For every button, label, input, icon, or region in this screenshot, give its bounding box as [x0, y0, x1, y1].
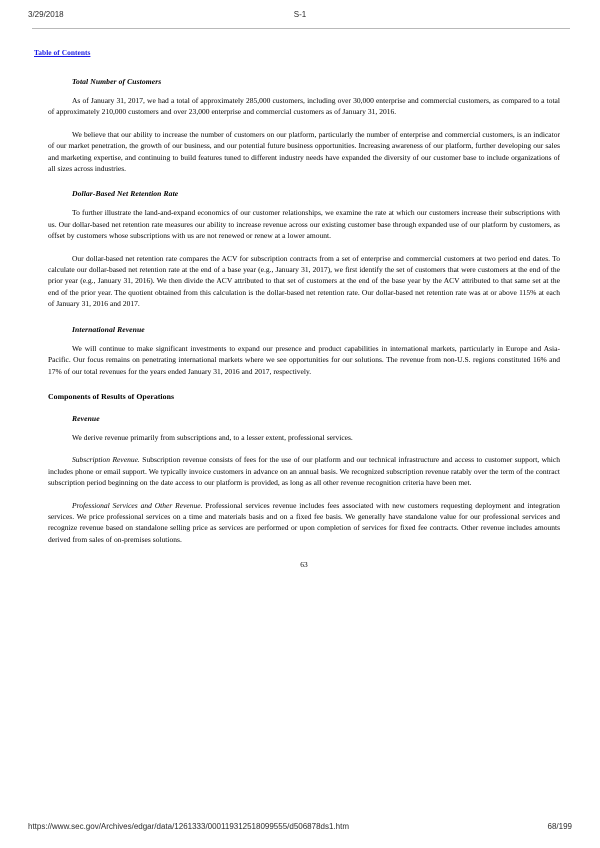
print-page-counter: 68/199 — [547, 822, 572, 831]
spacer — [48, 87, 560, 95]
table-of-contents-link-wrap — [0, 36, 600, 60]
document-page — [0, 36, 600, 570]
spacer — [48, 242, 560, 253]
major-heading-components-of-results-of-operations: Components of Results of Operations — [48, 391, 175, 401]
spacer — [48, 68, 560, 76]
paragraph-retention-definition: To further illustrate the land-and-expand economics of our customer relationships, we examine the rate at which our customers increase their subscriptions with us. Our dollar-based net retention rate measures our ability to increase revenue across our existing customer base through expanded use of our platform by customers, as offset by customers whose subscriptions with us are not renewed or renew at a lower amount. — [48, 208, 560, 241]
paragraph-revenue-intro: We derive revenue primarily from subscriptions and, to a lesser extent, professional services. — [72, 432, 353, 442]
paragraph-retention-calculation: Our dollar-based net retention rate compares the ACV for subscription contracts from a set of enterprise and commercial customers at two period end dates. To calculate our dollar-based net retention rate at the end of a base year (e.g., January 31, 2017), we first identify the set of customers that were customers at the end of the prior year (e.g., January 31, 2016). We then divide the ACV attributed to that set of customers at the end of the base year by the ACV attributed to that same set at the end of the prior year. The quotient obtained from this calculation is the dollar-based net retention rate. Our dollar-based net retention rate was at or above 115% at each of January 31, 2016 and 2017. — [48, 253, 560, 309]
spacer — [48, 489, 560, 500]
spacer — [48, 118, 560, 129]
section-heading-total-number-of-customers: Total Number of Customers — [72, 77, 162, 86]
spacer — [48, 424, 560, 432]
spacer — [48, 443, 560, 454]
spacer — [48, 310, 560, 324]
text-subscription-revenue: Subscription revenue consists of fees for the use of our platform and our technical infrastructure and access to customer support, which includes phone or email support. We typically invoice customers in advance on an annual basis. We recognized subscription revenue ratably over the term of the contract subscription period beginning on the date access to our platform is provided, as long as all other revenue recognition criteria have been met. — [48, 455, 560, 488]
print-date: 3/29/2018 — [28, 10, 64, 19]
paragraph-international-revenue: We will continue to make significant investments to expand our presence and product capabilities in international markets, particularly in Europe and Asia-Pacific. Our focus remains on penetrating international markets where we see opportunities for our solutions. The revenue from non-U.S. regions constituted 16% and 17% of our total revenues for the years ended January 31, 2016 and 2017, respectively. — [48, 343, 560, 376]
paragraph-customers-indicator: We believe that our ability to increase the number of customers on our platform, particularly the number of enterprise and commercial customers, is an indicator of our market penetration, the growth of our business, and our potential future business opportunities. Increasing awareness of our platform, further developing our sales and marketing expertise, and continuing to build features tuned to different industry needs have expanded the diversity of our customer base to include organizations of all sizes across industries. — [48, 129, 560, 174]
lead-in-subscription-revenue: Subscription Revenue. — [72, 455, 140, 465]
section-heading-revenue: Revenue — [72, 413, 100, 423]
section-heading-dollar-based-net-retention-rate: Dollar-Based Net Retention Rate — [72, 189, 179, 199]
browser-print-footer — [0, 822, 600, 834]
print-document-title: S-1 — [293, 10, 307, 19]
document-body — [0, 60, 600, 570]
section-heading-international-revenue: International Revenue — [72, 324, 145, 334]
spacer — [48, 377, 560, 391]
spacer — [48, 402, 560, 413]
browser-print-header — [0, 10, 600, 24]
lead-in-professional-services-revenue: Professional Services and Other Revenue. — [72, 500, 203, 510]
spacer — [48, 199, 560, 207]
paragraph-subscription-revenue — [48, 454, 560, 488]
paragraph-customers-count: As of January 31, 2017, we had a total of approximately 285,000 customers, including over 30,000 enterprise and commercial customers, as compared to a total of approximately 210,000 customers and over 23,000 enterprise and commercial customers as of January 31, 2016. — [48, 96, 560, 117]
paragraph-professional-services-revenue — [48, 500, 560, 546]
text-professional-services-revenue: Professional services revenue includes fees associated with new customers requesting deployment and integration services. We price professional services on a time and materials basis and on a fixed fee basis. We generally have standalone value for our professional services and recognize revenue based on standalone selling price as services are performed or upon completion of services for fixed fee contracts. Other revenue includes amounts derived from sales of on-premises solutions. — [48, 500, 561, 544]
spacer — [48, 174, 560, 188]
document-page-number: 63 — [300, 560, 308, 570]
print-source-url: https://www.sec.gov/Archives/edgar/data/1261333/000119312518099555/d506878ds1.htm — [28, 822, 349, 831]
table-of-contents-link[interactable]: Table of Contents — [34, 48, 91, 57]
header-divider — [32, 28, 570, 29]
spacer — [48, 335, 560, 343]
